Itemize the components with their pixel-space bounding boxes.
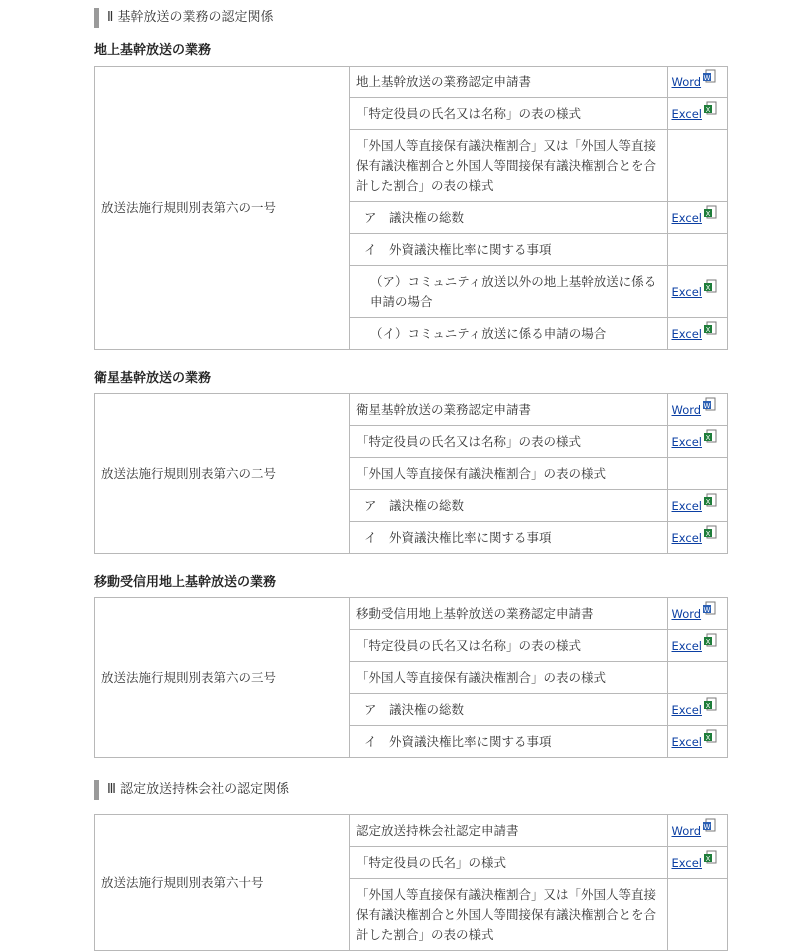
excel-link[interactable]: Excel xyxy=(671,284,702,299)
svg-text:W: W xyxy=(703,605,711,614)
form-title: 移動受信用地上基幹放送の業務認定申請書 xyxy=(350,598,668,630)
svg-text:X: X xyxy=(705,325,711,334)
excel-file-icon xyxy=(703,205,717,225)
excel-file-icon xyxy=(703,525,717,545)
svg-text:W: W xyxy=(703,401,711,410)
svg-text:X: X xyxy=(705,105,711,114)
form-title: 「特定役員の氏名又は名称」の表の様式 xyxy=(350,98,668,130)
form-title: 衛星基幹放送の業務認定申請書 xyxy=(350,394,668,426)
form-title: 「外国人等直接保有議決権割合」又は「外国人等直接保有議決権割合と外国人等間接保有議決権割合とを合計した割合」の表の様式 xyxy=(350,879,668,951)
table-mobile xyxy=(94,597,728,758)
excel-link[interactable]: Excel xyxy=(671,855,702,870)
excel-file-icon xyxy=(703,633,717,653)
word-link[interactable]: Word xyxy=(671,402,702,417)
download-cell xyxy=(667,490,728,522)
download-cell xyxy=(667,67,728,98)
form-title: イ 外資議決権比率に関する事項 xyxy=(350,726,668,758)
form-title: 「特定役員の氏名」の様式 xyxy=(350,847,668,879)
excel-file-icon xyxy=(703,279,717,299)
excel-link[interactable]: Excel xyxy=(671,210,702,225)
form-title: 地上基幹放送の業務認定申請書 xyxy=(350,67,668,98)
excel-file-icon xyxy=(703,850,717,870)
svg-text:X: X xyxy=(705,209,711,218)
download-cell xyxy=(667,202,728,234)
svg-text:X: X xyxy=(705,433,711,442)
table-terrestrial xyxy=(94,66,728,350)
svg-text:X: X xyxy=(705,854,711,863)
section-heading-3: Ⅲ 認定放送持株会社の認定関係 xyxy=(94,780,728,800)
excel-file-icon xyxy=(703,729,717,749)
download-cell-empty xyxy=(667,458,728,490)
form-title: 「特定役員の氏名又は名称」の表の様式 xyxy=(350,630,668,662)
excel-link[interactable]: Excel xyxy=(671,530,702,545)
group-title-terrestrial: 地上基幹放送の業務 xyxy=(94,43,212,58)
download-cell-empty xyxy=(667,234,728,266)
regulation-cell: 放送法施行規則別表第六の三号 xyxy=(95,598,350,758)
excel-link[interactable]: Excel xyxy=(671,638,702,653)
download-cell xyxy=(667,394,728,426)
table-satellite xyxy=(94,393,728,554)
form-title: ア 議決権の総数 xyxy=(350,202,668,234)
download-cell xyxy=(667,98,728,130)
regulation-cell: 放送法施行規則別表第六十号 xyxy=(95,815,350,951)
word-link[interactable]: Word xyxy=(671,75,702,89)
form-title: イ 外資議決権比率に関する事項 xyxy=(350,522,668,554)
form-title: 「特定役員の氏名又は名称」の表の様式 xyxy=(350,426,668,458)
download-cell xyxy=(667,266,728,318)
word-file-icon xyxy=(702,397,716,417)
excel-link[interactable]: Excel xyxy=(671,702,702,717)
svg-text:W: W xyxy=(703,74,711,82)
excel-link[interactable]: Excel xyxy=(671,434,702,449)
form-title: ア 議決権の総数 xyxy=(350,694,668,726)
svg-text:X: X xyxy=(705,283,711,292)
download-cell xyxy=(667,522,728,554)
download-cell-empty xyxy=(667,662,728,694)
form-title: 「外国人等直接保有議決権割合」の表の様式 xyxy=(350,458,668,490)
word-file-icon xyxy=(702,69,716,89)
excel-link[interactable]: Excel xyxy=(671,326,702,341)
download-cell xyxy=(667,815,728,847)
word-link[interactable]: Word xyxy=(671,606,702,621)
form-title: 「外国人等直接保有議決権割合」又は「外国人等直接保有議決権割合と外国人等間接保有議決権割合とを合計した割合」の表の様式 xyxy=(350,130,668,202)
download-cell xyxy=(667,726,728,758)
download-cell-empty xyxy=(667,879,728,951)
regulation-cell: 放送法施行規則別表第六の一号 xyxy=(95,67,350,350)
form-title: （イ）コミュニティ放送に係る申請の場合 xyxy=(350,318,668,350)
download-cell xyxy=(667,694,728,726)
download-cell xyxy=(667,318,728,350)
word-link[interactable]: Word xyxy=(671,823,702,838)
form-title: 認定放送持株会社認定申請書 xyxy=(350,815,668,847)
group-title-mobile: 移動受信用地上基幹放送の業務 xyxy=(94,575,277,590)
section-heading-2: Ⅱ 基幹放送の業務の認定関係 xyxy=(94,8,728,28)
download-cell xyxy=(667,426,728,458)
svg-text:X: X xyxy=(705,637,711,646)
download-cell-empty xyxy=(667,130,728,202)
download-cell xyxy=(667,598,728,630)
excel-link[interactable]: Excel xyxy=(671,106,702,121)
svg-text:X: X xyxy=(705,497,711,506)
table-holding xyxy=(94,814,728,951)
form-title: イ 外資議決権比率に関する事項 xyxy=(350,234,668,266)
excel-file-icon xyxy=(703,321,717,341)
word-file-icon xyxy=(702,601,716,621)
excel-file-icon xyxy=(703,493,717,513)
excel-file-icon xyxy=(703,429,717,449)
excel-file-icon xyxy=(703,697,717,717)
download-cell xyxy=(667,630,728,662)
excel-link[interactable]: Excel xyxy=(671,498,702,513)
excel-file-icon xyxy=(703,101,717,121)
excel-link[interactable]: Excel xyxy=(671,734,702,749)
form-title: ア 議決権の総数 xyxy=(350,490,668,522)
download-cell xyxy=(667,847,728,879)
svg-text:X: X xyxy=(705,529,711,538)
svg-text:W: W xyxy=(703,822,711,831)
regulation-cell: 放送法施行規則別表第六の二号 xyxy=(95,394,350,554)
svg-text:X: X xyxy=(705,701,711,710)
form-title: 「外国人等直接保有議決権割合」の表の様式 xyxy=(350,662,668,694)
svg-text:X: X xyxy=(705,733,711,742)
form-title: （ア）コミュニティ放送以外の地上基幹放送に係る申請の場合 xyxy=(350,266,668,318)
group-title-satellite: 衛星基幹放送の業務 xyxy=(94,371,212,386)
word-file-icon xyxy=(702,818,716,838)
